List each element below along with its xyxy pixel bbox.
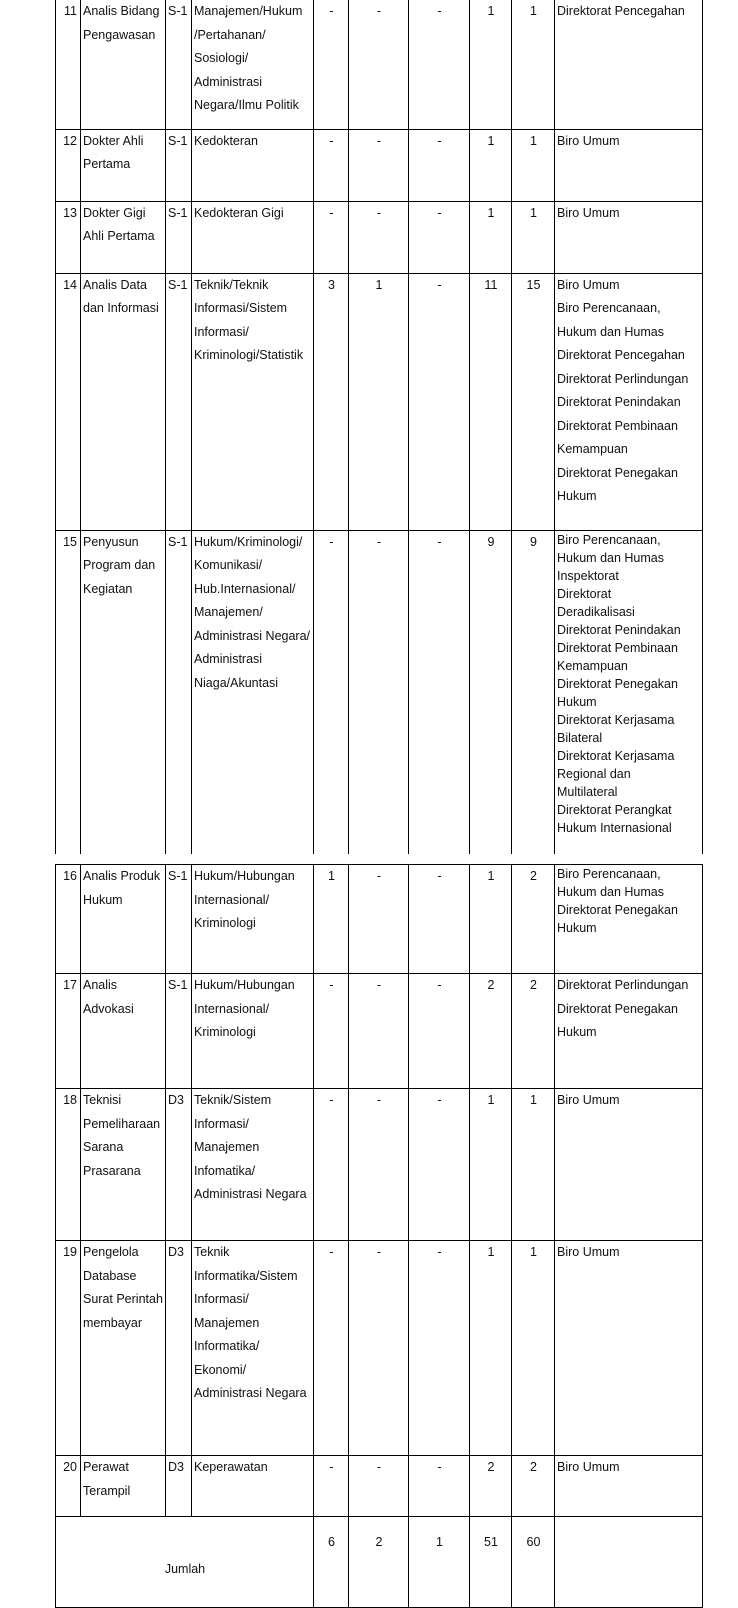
work-unit [555, 0, 703, 129]
count-col-1: 3 [314, 273, 349, 530]
work-unit-line: Direktorat Penindakan [557, 395, 681, 409]
work-unit-line: Biro Umum [557, 1245, 620, 1259]
education-level: S-1 [166, 974, 192, 1089]
education-level: S-1 [166, 530, 192, 854]
work-unit-line: Inspektorat [557, 568, 619, 583]
education-level: S-1 [166, 273, 192, 530]
work-unit-line: Direktorat Kerjasama [557, 712, 675, 727]
position-name: Analis Data dan Informasi [81, 273, 166, 530]
count-col-4: 11 [470, 273, 512, 530]
education-level: S-1 [166, 201, 192, 273]
count-col-3: - [409, 1241, 470, 1456]
table-row [56, 974, 703, 1089]
count-col-4: 1 [470, 865, 512, 974]
row-number: 17 [56, 974, 81, 1089]
row-number: 12 [56, 129, 81, 201]
work-unit-line: Direktorat Pencegahan [557, 348, 685, 362]
work-unit [555, 1241, 703, 1456]
count-col-3: - [409, 201, 470, 273]
count-col-3: - [409, 273, 470, 530]
work-unit-line: Hukum dan Humas [557, 324, 664, 339]
count-col-2: - [349, 974, 409, 1089]
count-col-2: - [349, 865, 409, 974]
count-col-4: 1 [470, 1089, 512, 1241]
work-unit-line: Biro Perencanaan, [557, 867, 661, 881]
work-unit-line: Hukum [557, 921, 597, 935]
work-unit-line: Hukum [557, 1025, 597, 1039]
work-unit-line: Kemampuan [557, 658, 628, 673]
row-number: 19 [56, 1241, 81, 1456]
table-row [56, 865, 703, 974]
row-number: 13 [56, 201, 81, 273]
total-col-4: 51 [470, 1517, 512, 1608]
count-col-2: - [349, 201, 409, 273]
table-row [56, 1241, 703, 1456]
count-col-3: - [409, 1089, 470, 1241]
count-col-4: 2 [470, 1456, 512, 1517]
row-number: 11 [56, 0, 81, 129]
work-unit [555, 129, 703, 201]
count-col-4: 1 [470, 129, 512, 201]
work-unit-line: Biro Umum [557, 1093, 620, 1107]
work-unit [555, 201, 703, 273]
qualification: Teknik Informatika/Sistem Informasi/ Manajemen Informatika/ Ekonomi/ Administrasi Negara [192, 1241, 314, 1456]
qualification: Hukum/Hubungan Internasional/ Kriminologi [192, 974, 314, 1089]
work-unit-line: Kemampuan [557, 442, 628, 456]
count-col-3: - [409, 1456, 470, 1517]
count-col-4: 2 [470, 974, 512, 1089]
work-unit-line: Direktorat Perlindungan [557, 371, 689, 386]
work-unit-line: Biro Perencanaan, [557, 301, 661, 315]
table-row [56, 129, 703, 201]
work-unit-line: Direktorat Perlindungan [557, 978, 689, 992]
count-col-3: - [409, 530, 470, 854]
count-col-2: 1 [349, 273, 409, 530]
table-row [56, 201, 703, 273]
count-col-2: - [349, 1456, 409, 1517]
count-col-3: - [409, 865, 470, 974]
education-level: D3 [166, 1456, 192, 1517]
position-name: Penyusun Program dan Kegiatan [81, 530, 166, 854]
work-unit-line: Biro Perencanaan, [557, 532, 661, 547]
work-unit-line: Direktorat [557, 586, 612, 601]
work-unit-line: Biro Umum [557, 133, 620, 148]
position-name: Analis Bidang Pengawasan [81, 0, 166, 129]
total-col-1: 6 [314, 1517, 349, 1608]
qualification: Teknik/Sistem Informasi/ Manajemen Infomatika/ Administrasi Negara [192, 1089, 314, 1241]
total-count: 15 [512, 273, 555, 530]
position-name: Dokter Gigi Ahli Pertama [81, 201, 166, 273]
education-level: S-1 [166, 129, 192, 201]
formation-table-part-b [55, 864, 703, 1608]
qualification: Manajemen/Hukum /Pertahanan/ Sosiologi/ Administrasi Negara/Ilmu Politik [192, 0, 314, 129]
work-unit [555, 974, 703, 1089]
total-count: 2 [512, 865, 555, 974]
qualification: Hukum/Hubungan Internasional/ Kriminologi [192, 865, 314, 974]
count-col-1: - [314, 530, 349, 854]
work-unit [555, 865, 703, 974]
count-col-1: - [314, 0, 349, 129]
work-unit-line: Biro Umum [557, 277, 620, 292]
work-unit-line: Deradikalisasi [557, 604, 635, 619]
qualification: Kedokteran [192, 129, 314, 201]
count-col-1: - [314, 1089, 349, 1241]
row-number: 20 [56, 1456, 81, 1517]
total-unit-empty [555, 1517, 703, 1608]
count-col-1: - [314, 1456, 349, 1517]
work-unit-line: Biro Umum [557, 1460, 620, 1474]
position-name: Perawat Terampil [81, 1456, 166, 1517]
work-unit-line: Direktorat Perangkat [557, 802, 672, 817]
count-col-2: - [349, 1089, 409, 1241]
count-col-3: - [409, 0, 470, 129]
qualification: Kedokteran Gigi [192, 201, 314, 273]
table-row [56, 1089, 703, 1241]
count-col-1: - [314, 129, 349, 201]
work-unit-line: Regional dan [557, 766, 631, 781]
count-col-2: - [349, 0, 409, 129]
count-col-4: 1 [470, 201, 512, 273]
work-unit-line: Direktorat Penindakan [557, 622, 681, 637]
position-name: Teknisi Pemeliharaan Sarana Prasarana [81, 1089, 166, 1241]
count-col-2: - [349, 1241, 409, 1456]
total-count: 1 [512, 1089, 555, 1241]
work-unit-line: Direktorat Pencegahan [557, 4, 685, 18]
work-unit-line: Direktorat Penegakan [557, 1001, 678, 1016]
total-label: Jumlah [56, 1517, 314, 1608]
count-col-1: - [314, 974, 349, 1089]
work-unit-line: Direktorat Penegakan [557, 465, 678, 480]
work-unit [555, 1456, 703, 1517]
education-level: S-1 [166, 0, 192, 129]
work-unit-line: Hukum Internasional [557, 820, 672, 835]
count-col-4: 1 [470, 0, 512, 129]
count-col-1: - [314, 1241, 349, 1456]
count-col-3: - [409, 974, 470, 1089]
count-col-4: 1 [470, 1241, 512, 1456]
work-unit-line: Biro Umum [557, 205, 620, 220]
work-unit [555, 273, 703, 530]
education-level: S-1 [166, 865, 192, 974]
table-row [56, 273, 703, 530]
work-unit-line: Direktorat Kerjasama [557, 748, 675, 763]
count-col-1: 1 [314, 865, 349, 974]
position-name: Analis Produk Hukum [81, 865, 166, 974]
work-unit-line: Hukum [557, 489, 597, 503]
count-col-2: - [349, 530, 409, 854]
row-number: 16 [56, 865, 81, 974]
position-name: Pengelola Database Surat Perintah membayar [81, 1241, 166, 1456]
total-count: 2 [512, 1456, 555, 1517]
total-count: 2 [512, 974, 555, 1089]
row-number: 18 [56, 1089, 81, 1241]
total-row [56, 1517, 703, 1608]
row-number: 15 [56, 530, 81, 854]
work-unit-line: Direktorat Pembinaan [557, 418, 678, 433]
count-col-1: - [314, 201, 349, 273]
row-number: 14 [56, 273, 81, 530]
grand-total: 60 [512, 1517, 555, 1608]
work-unit [555, 530, 703, 854]
formation-table-part-a [55, 0, 703, 854]
total-col-2: 2 [349, 1517, 409, 1608]
work-unit-line: Direktorat Pembinaan [557, 640, 678, 655]
table-row [56, 530, 703, 854]
work-unit-line: Bilateral [557, 730, 603, 745]
position-name: Dokter Ahli Pertama [81, 129, 166, 201]
work-unit-line: Direktorat Penegakan [557, 676, 678, 691]
education-level: D3 [166, 1241, 192, 1456]
work-unit-line: Hukum dan Humas [557, 550, 664, 565]
count-col-3: - [409, 129, 470, 201]
qualification: Keperawatan [192, 1456, 314, 1517]
qualification: Hukum/Kriminologi/ Komunikasi/ Hub.Internasional/ Manajemen/ Administrasi Negara/ Administrasi Niaga/Akuntasi [192, 530, 314, 854]
total-count: 9 [512, 530, 555, 854]
count-col-4: 9 [470, 530, 512, 854]
work-unit-line: Direktorat Penegakan [557, 903, 678, 917]
work-unit-line: Hukum dan Humas [557, 885, 664, 899]
total-count: 1 [512, 1241, 555, 1456]
table-row [56, 0, 703, 129]
work-unit-line: Multilateral [557, 784, 618, 799]
count-col-2: - [349, 129, 409, 201]
total-count: 1 [512, 0, 555, 129]
qualification: Teknik/Teknik Informasi/Sistem Informasi/ Kriminologi/Statistik [192, 273, 314, 530]
total-count: 1 [512, 201, 555, 273]
work-unit-line: Hukum [557, 694, 597, 709]
total-count: 1 [512, 129, 555, 201]
work-unit [555, 1089, 703, 1241]
position-name: Analis Advokasi [81, 974, 166, 1089]
table-row [56, 1456, 703, 1517]
education-level: D3 [166, 1089, 192, 1241]
total-col-3: 1 [409, 1517, 470, 1608]
